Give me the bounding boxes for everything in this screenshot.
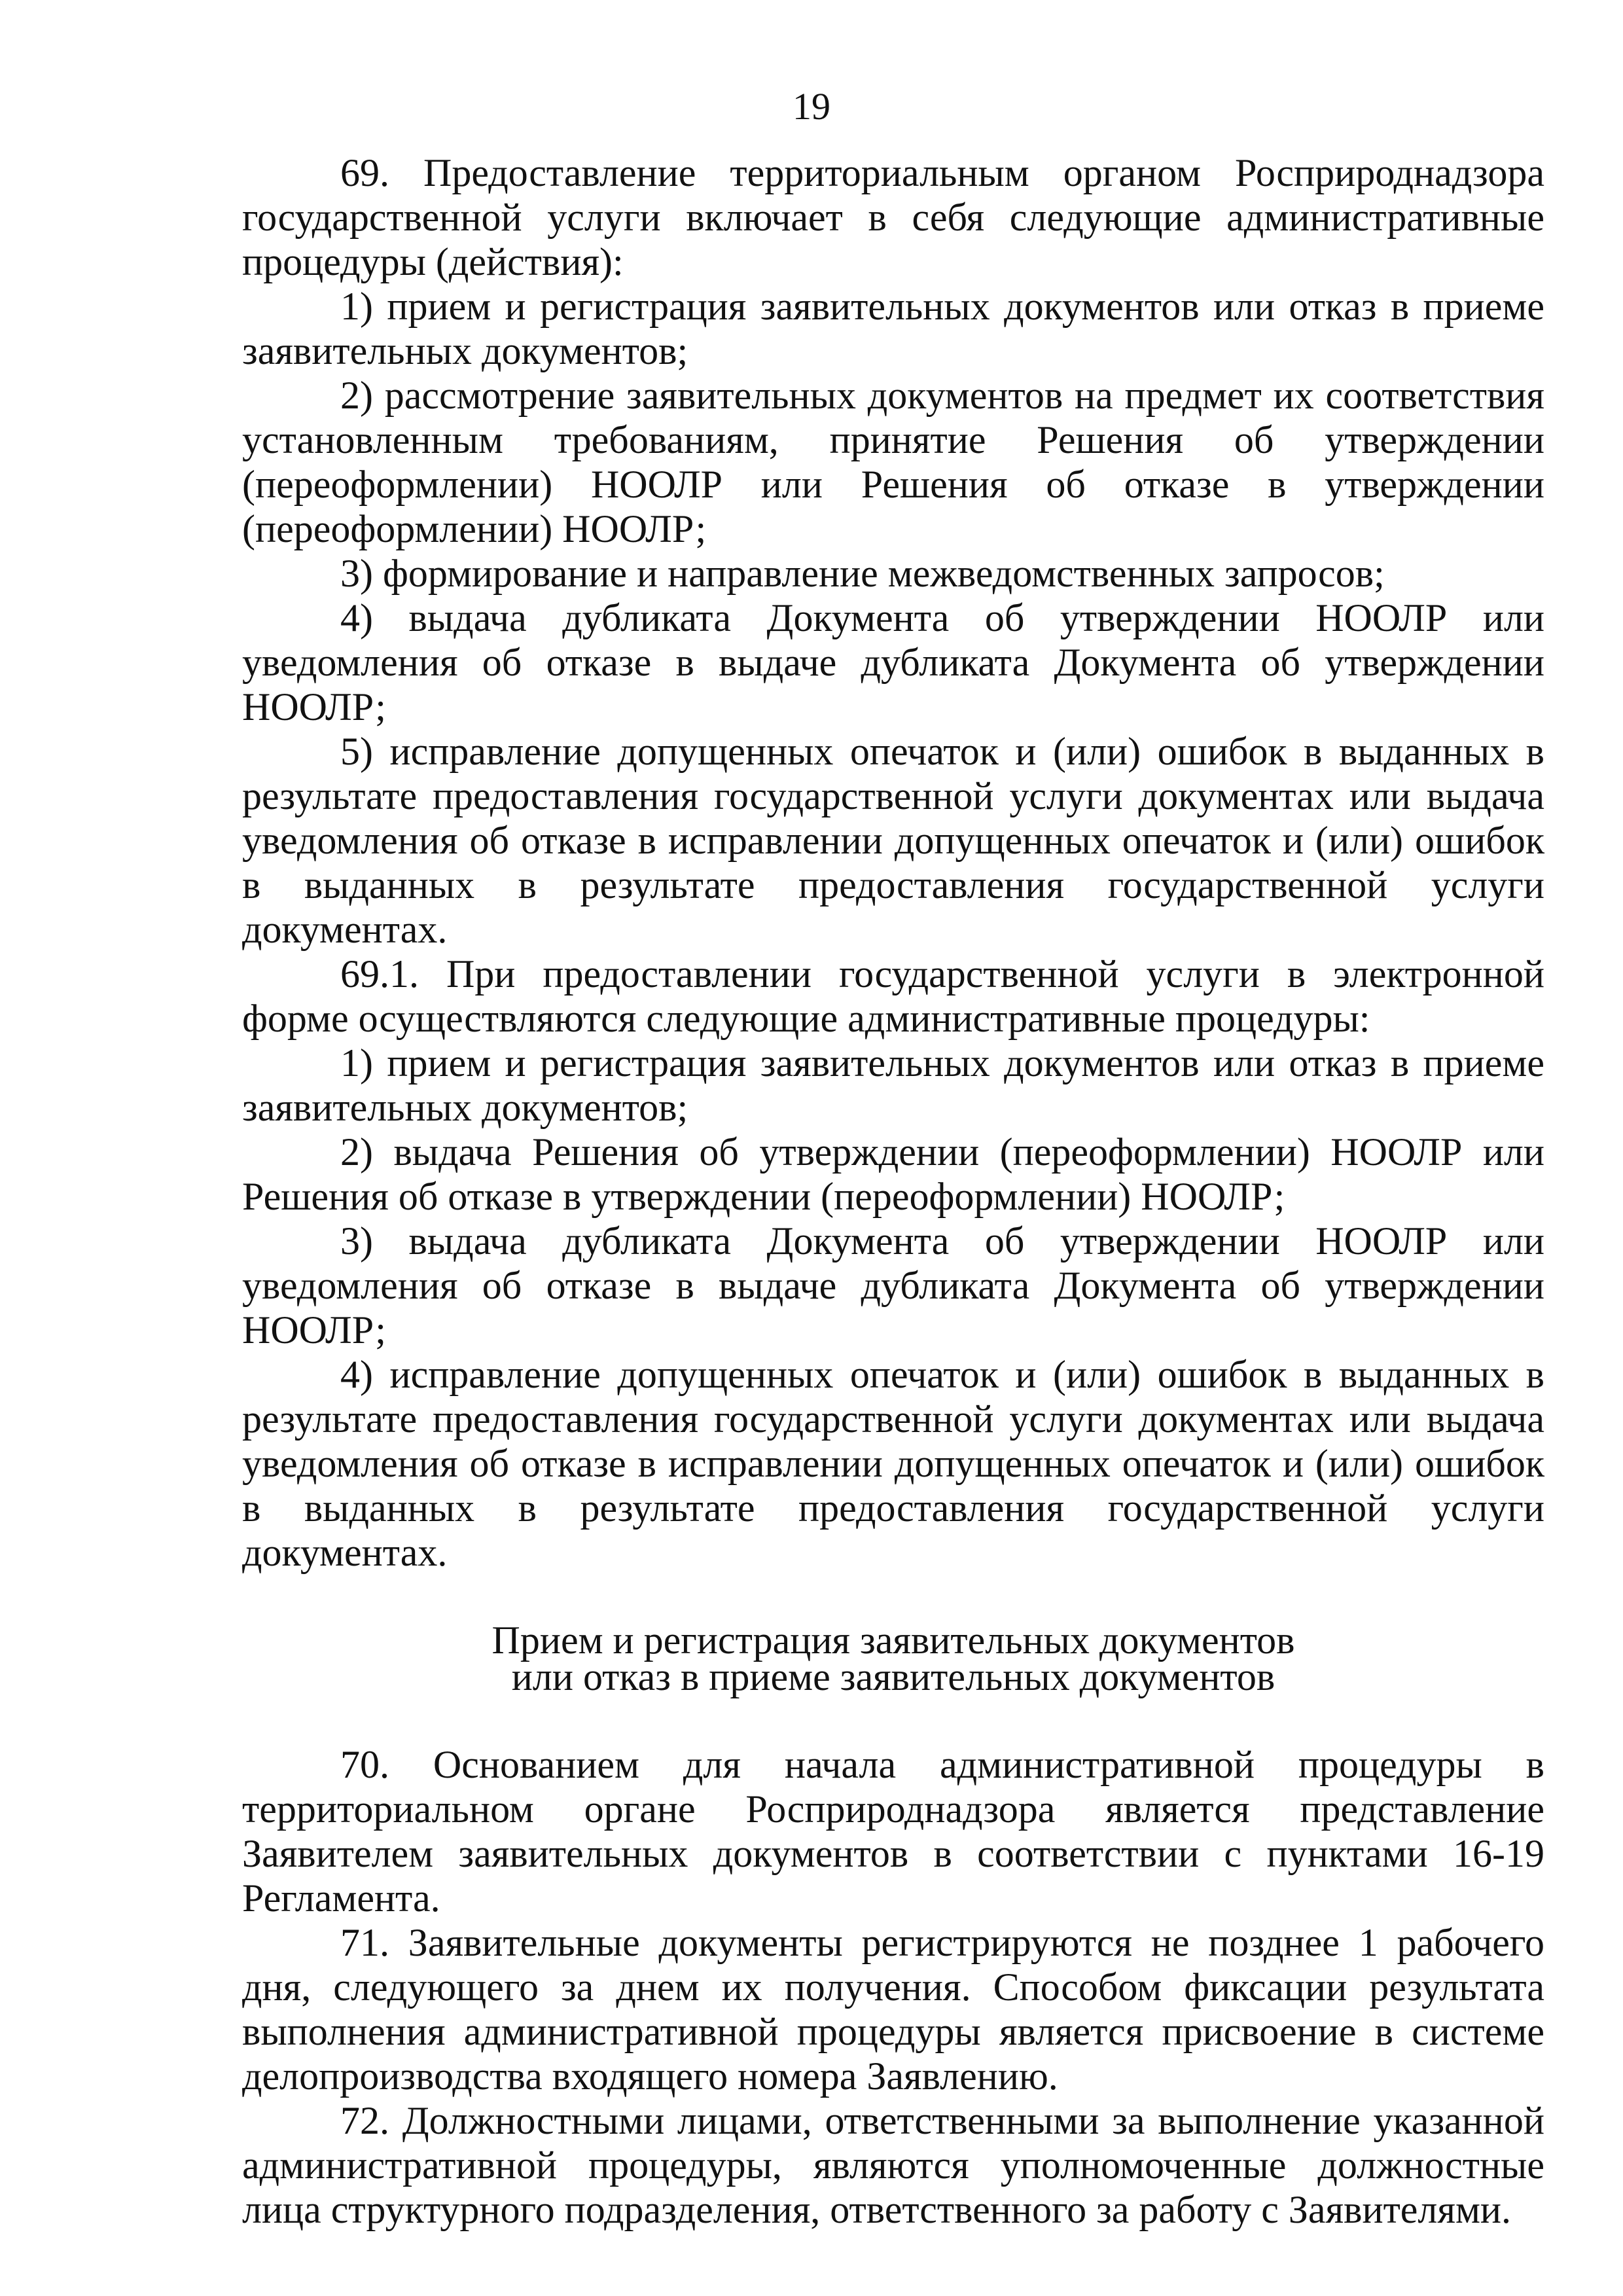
paragraph-69-1: 69.1. При предоставлении государственной услуги в электронной форме осуществляются следующие административные процедуры: bbox=[242, 952, 1544, 1040]
list-item-69-1-3: 3) выдача дубликата Документа об утверждении НООЛР или уведомления об отказе в выдаче дубликата Документа об утверждении НООЛР; bbox=[242, 1219, 1544, 1352]
list-item-69-1-1: 1) прием и регистрация заявительных документов или отказ в приеме заявительных документов; bbox=[242, 1041, 1544, 1129]
paragraph-72: 72. Должностными лицами, ответственными за выполнение указанной административной процедуры, являются уполномоченные должностные лица структурного подразделения, ответственного за работу с Заявителями. bbox=[242, 2099, 1544, 2231]
section-heading bbox=[242, 1619, 1544, 1698]
section-heading-line-1: Прием и регистрация заявительных документов bbox=[491, 1619, 1295, 1662]
list-item-69-1-2: 2) выдача Решения об утверждении (переоформлении) НООЛР или Решения об отказе в утверждении (переоформлении) НООЛР; bbox=[242, 1130, 1544, 1218]
list-item-69-1-4: 4) исправление допущенных опечаток и (или) ошибок в выданных в результате предоставления государственной услуги документах или выдача уведомления об отказе в исправлении допущенных опечаток и (или) ошибок в выданных в результате предоставления государственной услуги документах. bbox=[242, 1353, 1544, 1574]
list-item-69-3: 3) формирование и направление межведомственных запросов; bbox=[340, 552, 1385, 595]
list-item-69-1: 1) прием и регистрация заявительных документов или отказ в приеме заявительных документов; bbox=[242, 285, 1544, 372]
list-item-69-4: 4) выдача дубликата Документа об утверждении НООЛР или уведомления об отказе в выдаче дубликата Документа об утверждении НООЛР; bbox=[242, 596, 1544, 728]
paragraph-69: 69. Предоставление территориальным органом Росприроднадзора государственной услуги включает в себя следующие административные процедуры (действия): bbox=[242, 151, 1544, 283]
list-item-69-2: 2) рассмотрение заявительных документов на предмет их соответствия установленным требованиям, принятие Решения об утверждении (переоформлении) НООЛР или Решения об отказе в утверждении (переоформлении) НООЛР; bbox=[242, 374, 1544, 550]
section-heading-line-2: или отказ в приеме заявительных документов bbox=[511, 1655, 1275, 1698]
paragraph-71: 71. Заявительные документы регистрируются не позднее 1 рабочего дня, следующего за днем их получения. Способом фиксации результата выполнения административной процедуры является присвоение в системе делопроизводства входящего номера Заявлению. bbox=[242, 1921, 1544, 2098]
list-item-69-5: 5) исправление допущенных опечаток и (или) ошибок в выданных в результате предоставления государственной услуги документах или выдача уведомления об отказе в исправлении допущенных опечаток и (или) ошибок в выданных в результате предоставления государственной услуги документах. bbox=[242, 730, 1544, 951]
page-number: 19 bbox=[793, 85, 830, 128]
paragraph-70: 70. Основанием для начала административной процедуры в территориальном органе Росприроднадзора является представление Заявителем заявительных документов в соответствии с пунктами 16-19 Регламента. bbox=[242, 1743, 1544, 1920]
document-body bbox=[242, 151, 1544, 2232]
